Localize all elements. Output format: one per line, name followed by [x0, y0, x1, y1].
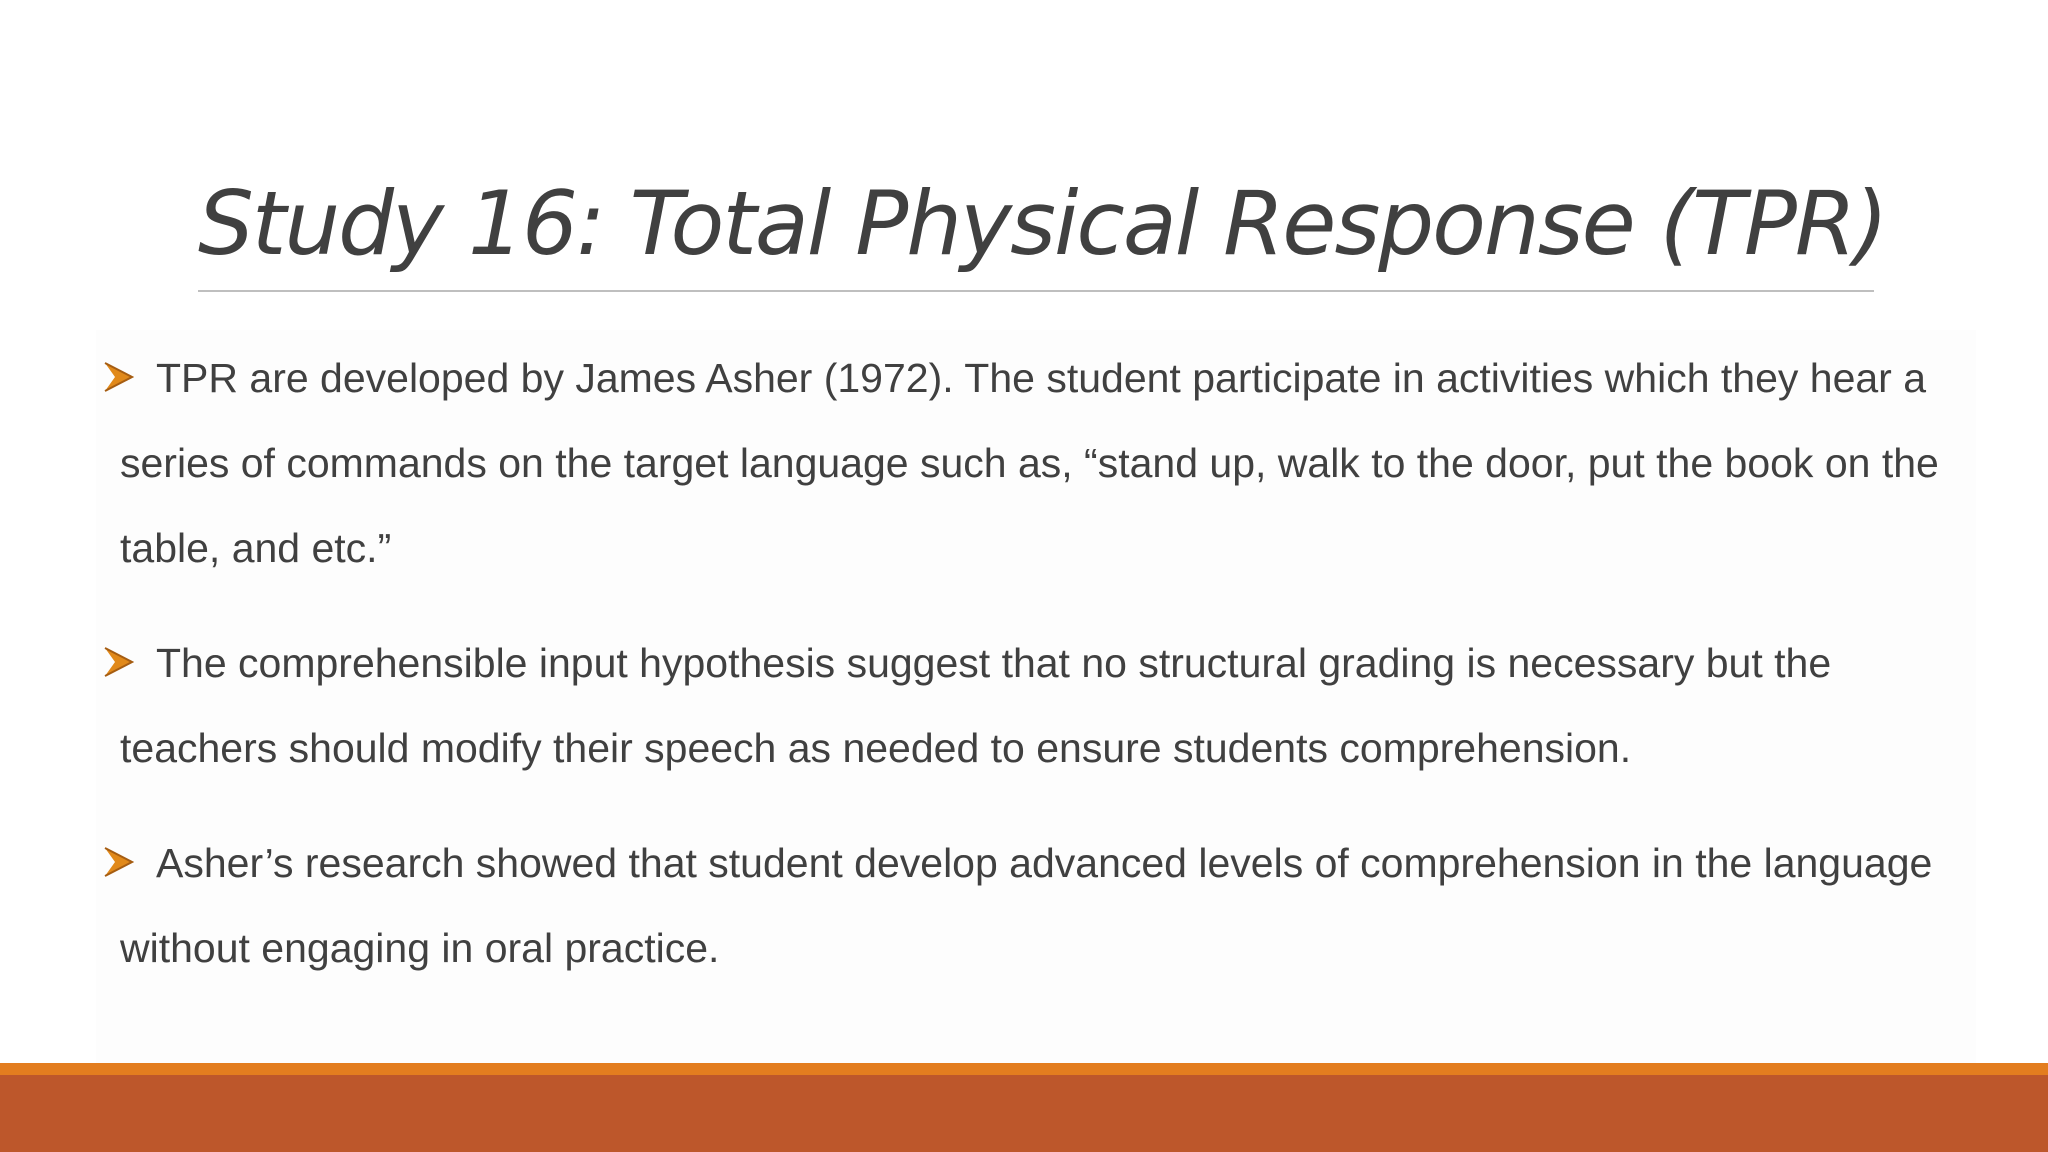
arrowhead-bullet-icon: [104, 646, 134, 678]
bullet-text: TPR are developed by James Asher (1972). The student participate in activities which they hear a series of commands on the target language such as, “stand up, walk to the door, put the book on the table, and etc.”: [120, 355, 1939, 571]
footer-bar: [0, 1075, 2048, 1152]
bullet-item: [104, 821, 1964, 991]
bullet-text: The comprehensible input hypothesis suggest that no structural grading is necessary but the teachers should modify their speech as needed to ensure students comprehension.: [120, 640, 1832, 771]
bullet-item: [104, 336, 1964, 591]
bullet-text: Asher’s research showed that student develop advanced levels of comprehension in the language without engaging in oral practice.: [120, 840, 1933, 971]
bullet-item: [104, 621, 1964, 791]
slide-title: Study 16: Total Physical Response (TPR): [198, 172, 1887, 275]
title-divider: [198, 290, 1874, 292]
arrowhead-bullet-icon: [104, 361, 134, 393]
arrowhead-bullet-icon: [104, 846, 134, 878]
bullet-list: [104, 336, 1964, 1021]
footer-accent-stripe: [0, 1063, 2048, 1075]
